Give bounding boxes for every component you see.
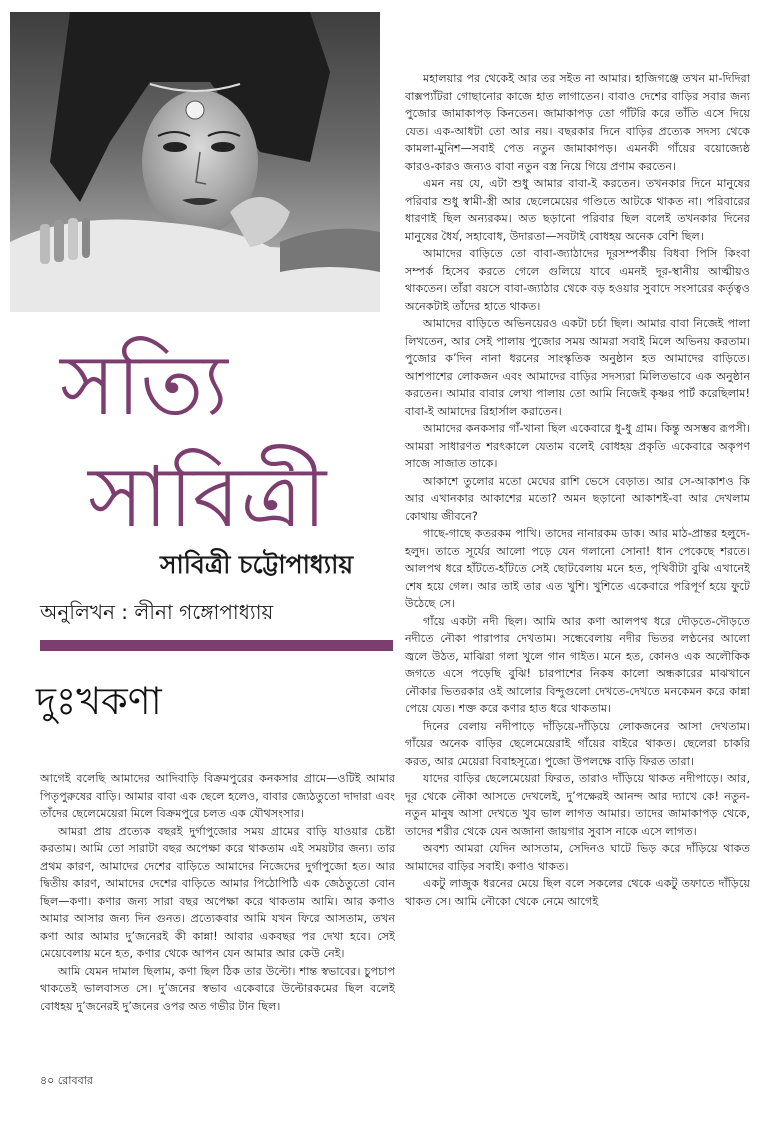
body-paragraph: দিনের বেলায় নদীপাড়ে দাঁড়িয়ে-দাঁড়িয়ে লোকজনের আসা দেখতাম। গাঁয়ের অনেক বাড়ির ছেলেমেয়েরাই গাঁয়ের বাইরে থাকত। ছেলেরা চাকরি করত, আর মেয়েরা বিবাহসূত্রে। পুজো উপলক্ষে বাড়ি ফিরত তারা। — [405, 719, 750, 768]
body-paragraph: গাঁয়ে একটা নদী ছিল। আমি আর কণা আলপথ ধরে দৌড়তে-দৌড়তে নদীতে নৌকা পারাপার দেখতাম। সন্ধেবেলায় নদীর ভিতর লণ্ঠনের আলো জ্বলে উঠত, মাঝিরা গলা খুলে গান গাইত। মনে হত, কোনও এক অলৌকিক জগতে এসে পড়েছি বুঝি! চারপাশের নিকষ কালো অন্ধকারের মাঝখানে নৌকার ভিতরকার ওই আলোর বিন্দুগুলো দেখতে-দেখতে মনকেমন করে কান্না পেয়ে যেত। শক্ত করে কণার হাত ধরে থাকতাম। — [405, 614, 750, 715]
page-footer — [40, 1072, 93, 1091]
body-paragraph: আকাশে তুলোর মতো মেঘের রাশি ভেসে বেড়াত। আর সে-আকাশও কি আর এখানকার আকাশের মতো? অমন ছড়ানো আকাশই-বা আর দেখলাম কোথায় জীবনে? — [405, 474, 750, 523]
body-paragraph: আগেই বলেছি আমাদের আদিবাড়ি বিক্রমপুরের কনকসার গ্রামে—ওটিই আমার পিতৃপুরুষের বাড়ি। আমার বাবা এক ছেলে হলেও, বাবার জ্যেঠতুতো দাদারা এবং তাঁদের ছেলেমেয়েরা মিলে বিক্রমপুরে চলত এক যৌথসংসার। — [40, 772, 395, 820]
actress-photo — [10, 12, 380, 312]
body-paragraph: গাছে-গাছে কতরকম পাখি। তাদের নানারকম ডাক। আর মাঠ-প্রান্তর হলুদে-হলুদ। তাতে সূর্যের আলো পড়ে যেন গলানো সোনা! ধান পেকেছে শরতে। আলপথ ধরে হাঁটতে-হাঁটতে সেই ছোটবেলায় মনে হত, পৃথিবীটা বুঝি এখানেই শেষ হয়ে গেল। আর তাই তার এত খুশি। খুশিতে একেবারে পরিপূর্ণ হয়ে ফুটে উঠেছে সে। — [405, 527, 750, 610]
left-column — [40, 770, 395, 1015]
author-name: সাবিত্রী চট্টোপাধ্যায় — [160, 550, 354, 579]
body-paragraph: আমাদের বাড়িতে তো বাবা-জ্যাঠাদের দূরসম্পর্কীয় বিধবা পিসি কিংবা সম্পর্ক হিসেব করতে গেলে গুলিয়ে যাবে এমনই দূর-স্থানীয় আত্মীয়ও থাকতেন। তাঁরা বয়সে বাবা-জ্যাঠার থেকে বড় হওয়ার সুবাদে সংসারের কর্তৃত্বও অনেকটাই তাঁদের হাতে থাকত। — [405, 247, 750, 313]
body-paragraph: একটু লাজুক ধরনের মেয়ে ছিল বলে সকলের থেকে একটু তফাতে দাঁড়িয়ে থাকত সে। আমি নৌকো থেকে নেমে আগেই — [405, 877, 750, 908]
portrait-illustration — [10, 12, 380, 312]
body-paragraph: অবশ্য আমরা যেদিন আসতাম, সেদিনও ঘাটে ভিড় করে দাঁড়িয়ে থাকত আমাদের বাড়ির সবাই। কণাও থাকত। — [405, 842, 750, 873]
transcriber-credit: অনুলিখন : লীনা গঙ্গোপাধ্যায় — [40, 600, 274, 624]
body-paragraph: আমাদের কনকসার গাঁ-খানা ছিল একেবারে ধু-ধু গ্রাম। কিন্তু অসম্ভব রূপসী। আমরা সাধারণত শরৎকালে যেতাম বলেই বোধহয় প্রকৃতি একেবারে অকৃপণ সাজে সাজাত তাকে। — [405, 422, 750, 470]
right-column — [405, 70, 750, 910]
title-line-1: সত্যি — [60, 336, 229, 434]
section-title: দুঃখকণা — [36, 679, 162, 723]
page-number: ৪০ — [40, 1074, 55, 1087]
magazine-name: রোববার — [57, 1074, 93, 1087]
body-paragraph: মহালয়ার পর থেকেই আর তর সইত না আমার। হাজিগঞ্জে তখন মা-দিদিরা বাক্সপ্যাঁটরা গোছানোর কাজে হাত লাগাতেন। বাবাও দেশের বাড়ির সবার জন্য পুজোর জামাকাপড় কিনতেন। জামাকাপড় তো গাঁটরি করে তাঁতি এসে দিয়ে যেত। এক-আধটা তো আর নয়। বছরকার দিনে বাড়ির প্রত্যেক সদস্য থেকে কামলা-মুনিশ—সবাই পেত নতুন জামাকাপড়। এমনকী গাঁয়ের বয়োজ্যেষ্ঠ কারও-কারও জন্যও বাবা নতুন বস্ত্র নিয়ে গিয়ে প্রণাম করতেন। — [405, 72, 750, 173]
title-divider — [40, 640, 393, 651]
title-line-2: সাবিত্রী — [88, 448, 328, 546]
body-paragraph: যাদের বাড়ির ছেলেমেয়েরা ফিরত, তারাও দাঁড়িয়ে থাকত নদীপাড়ে। আর, দূর থেকে নৌকা আসতে দেখলেই, দু’পক্ষেরই আনন্দ আর দ্যাখে কে! নতুন-নতুন মানুষ আসা দেখতে খুব ভাল লাগত আমার। তাদের জামাকাপড় থেকে, তাদের শরীর থেকে যেন অজানা জায়গার সুবাস নাকে এসে লাগত। — [405, 772, 750, 838]
body-paragraph: আমরা প্রায় প্রত্যেক বছরই দুর্গাপুজোর সময় গ্রামের বাড়ি যাওয়ার চেষ্টা করতাম। আমি তো সারাটা বছর অপেক্ষা করে থাকতাম এই সময়টার জন্য। তার প্রথম কারণ, আমাদের দেশের বাড়িতে আমাদের নিজেদের দুর্গাপুজো হত। আর দ্বিতীয় কারণ, আমাদের দেশের বাড়িতে আমার পিঠোপিঠি এক জেঠতুতো বোন ছিল—কণা। কণার জন্য সারা বছর অপেক্ষা করে থাকতাম আমি। আর কণাও আমার আসার জন্য দিন গুনত। প্রত্যেকবার আমি যখন ফিরে আসতাম, তখন কণা আর আমার দু’জনেরই কী কান্না! আবার একবছর পর দেখা হবে। সেই মেয়েবেলায় মনে হত, কণার থেকে আপন যেন আমার আর কেউ নেই। — [40, 824, 395, 960]
body-paragraph: এমন নয় যে, এটা শুধু আমার বাবা-ই করতেন। তখনকার দিনে মানুষের পরিবার শুধু স্বামী-স্ত্রী আর ছেলেমেয়ের গণ্ডিতে আটকে থাকত না। পরিবারের ধারণাই ছিল অন্যরকম। অত ছড়ানো পরিবার ছিল বলেই তখনকার দিনের মানুষের ধৈর্য, সহাবোধ, উদারতা—সবটাই বোধহয় অনেক বেশি ছিল। — [405, 177, 750, 243]
body-paragraph: আমাদের বাড়িতে অভিনয়েরও একটা চর্চা ছিল। আমার বাবা নিজেই পালা লিখতেন, আর সেই পালায় পুজোর সময় আমরা সবাই মিলে অভিনয় করতাম। পুজোর ক’দিন নানা ধরনের সাংস্কৃতিক অনুষ্ঠান হত আমাদের বাড়িতে। আশপাশের লোকজন এবং আমাদের বাড়ির সদস্যরা মিলিতভাবে এক অনুষ্ঠান করতেন। আমার বাবার লেখা পালায় তো আমি নিজেই কৃষ্ণর পার্ট করেছিলাম! বাবা-ই আমাদের রিহার্সাল করাতেন। — [405, 317, 750, 418]
body-paragraph: আমি যেমন দামাল ছিলাম, কণা ছিল ঠিক তার উল্টো। শান্ত স্বভাবের। চুপচাপ থাকতেই ভালবাসত সে। দু’জনের স্বভাব একেবারে উল্টোরকমের ছিল বলেই বোধহয় দু’জনেরই দু’জনের ওপর অত গভীর টান ছিল। — [40, 964, 395, 1013]
